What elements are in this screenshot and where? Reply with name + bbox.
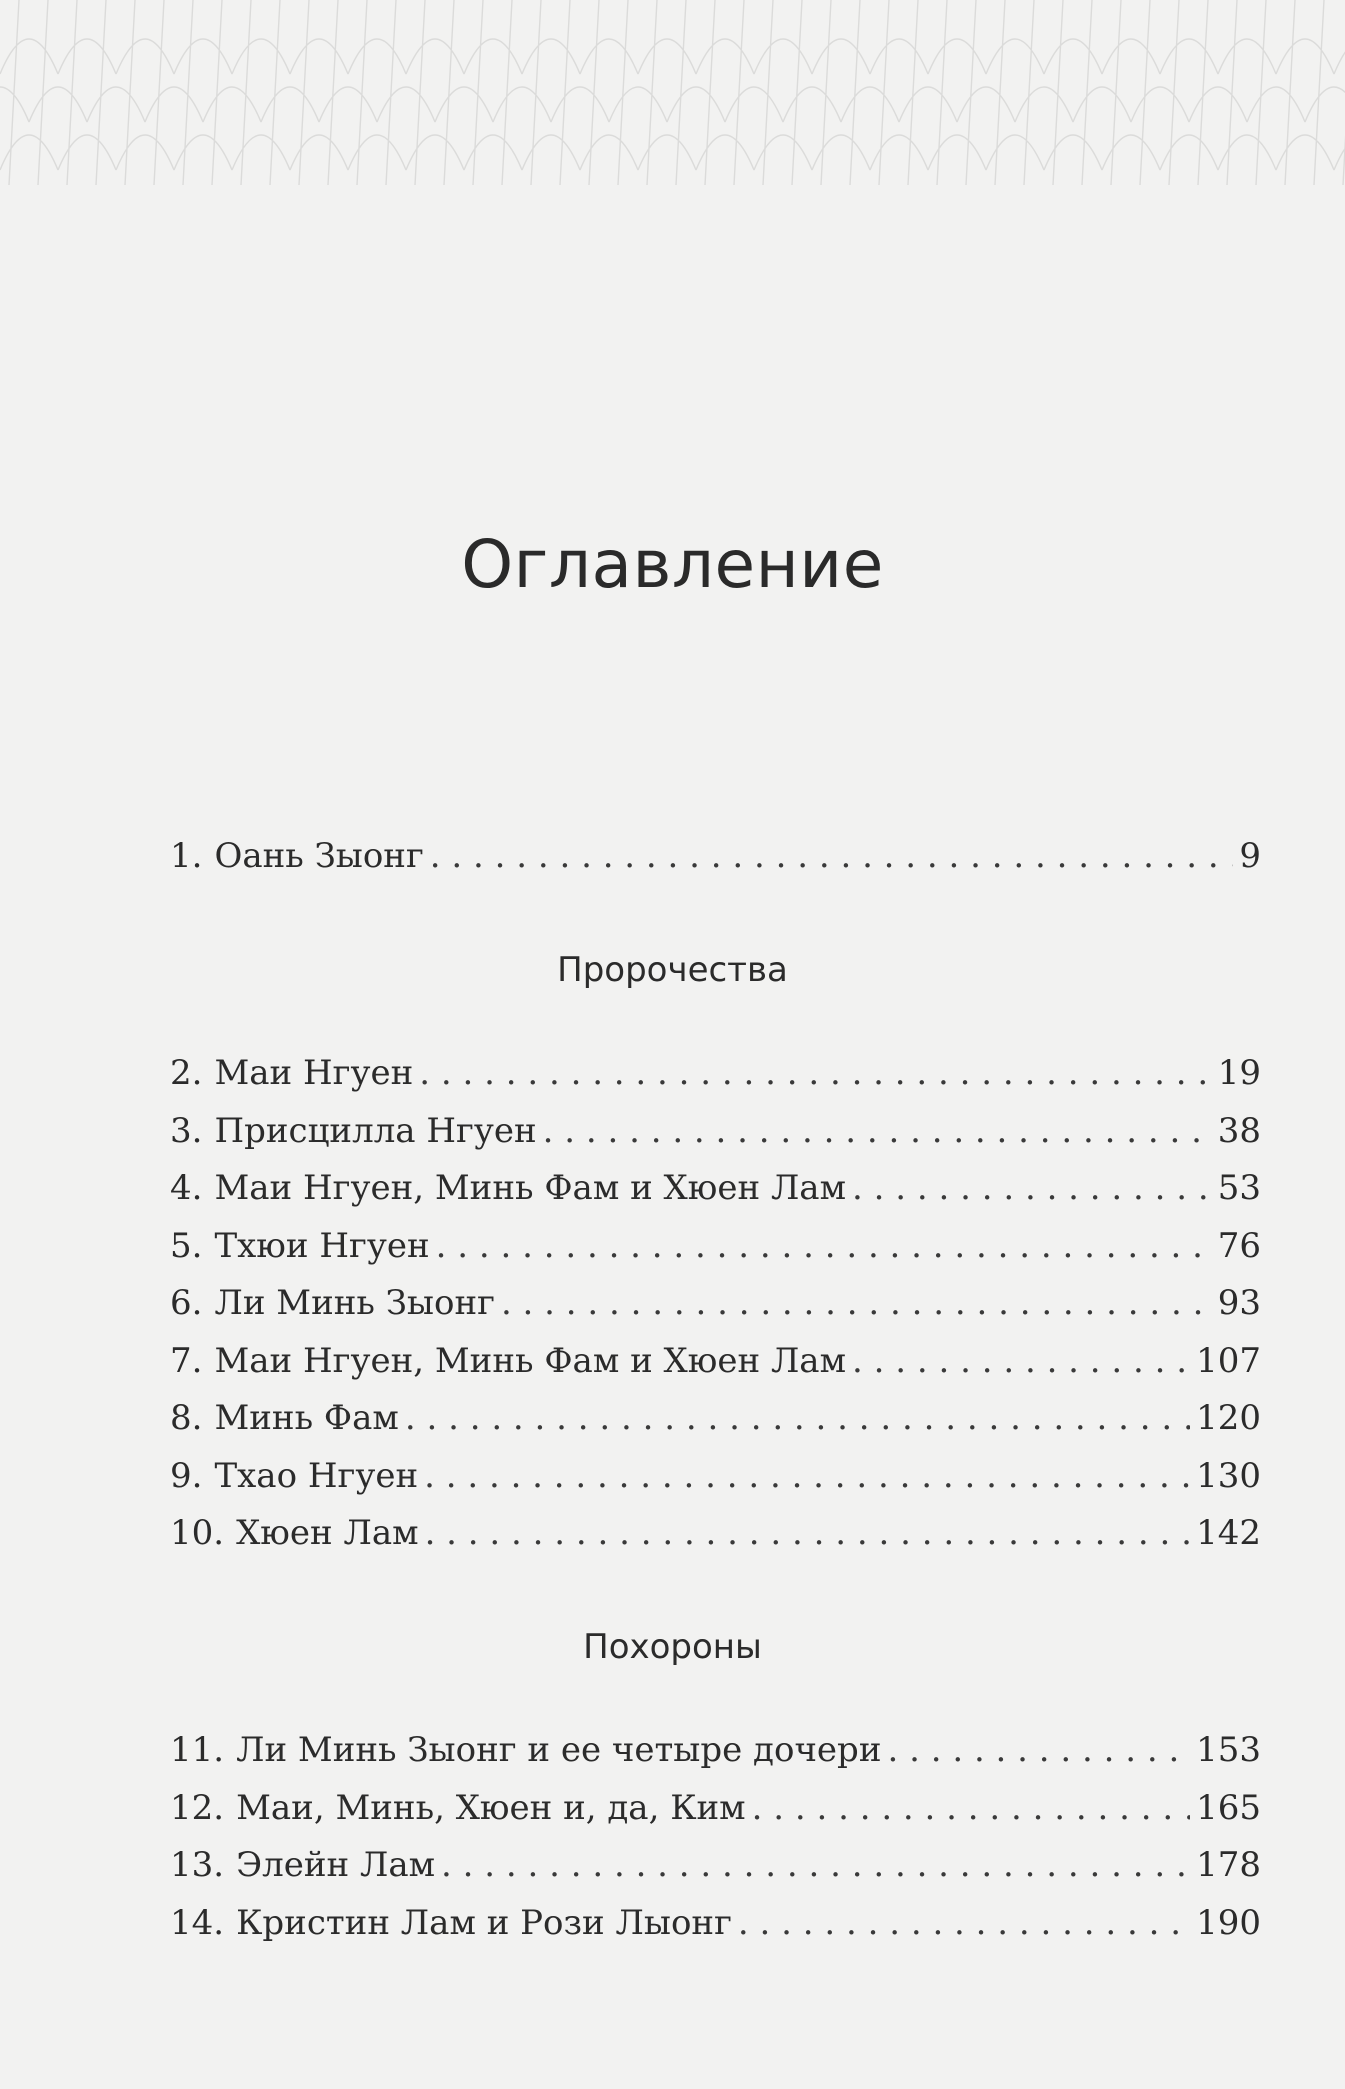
toc-entry-page: 120 <box>1196 1398 1261 1438</box>
toc-entry-number: 6. <box>170 1283 203 1323</box>
decorative-ornament-border <box>0 0 1345 185</box>
dot-leader <box>887 1730 1190 1770</box>
toc-entry-title: Хюен Лам <box>236 1513 419 1553</box>
dot-leader <box>852 1168 1212 1208</box>
toc-entry-14[interactable] <box>170 1903 1261 1943</box>
toc-entry-13[interactable] <box>170 1845 1261 1885</box>
toc-entry-page: 9 <box>1239 836 1261 876</box>
toc-entry-number: 1. <box>170 836 203 876</box>
dot-leader <box>752 1788 1190 1828</box>
toc-entry-page: 130 <box>1196 1456 1261 1496</box>
toc-entry-title: Маи Нгуен, Минь Фам и Хюен Лам <box>214 1168 847 1208</box>
dot-leader <box>501 1283 1212 1323</box>
toc-entry-8[interactable] <box>170 1398 1261 1438</box>
page-title: Оглавление <box>461 526 884 604</box>
toc-entry-number: 8. <box>170 1398 203 1438</box>
toc-entry-12[interactable] <box>170 1788 1261 1828</box>
toc-entry-title: Маи Нгуен <box>214 1053 414 1093</box>
toc-entry-title: Кристин Лам и Рози Лыонг <box>236 1903 732 1943</box>
toc-entry-page: 19 <box>1217 1053 1261 1093</box>
toc-entry-7[interactable] <box>170 1341 1261 1381</box>
dot-leader <box>405 1398 1190 1438</box>
toc-entry-9[interactable] <box>170 1456 1261 1496</box>
toc-entry-number: 5. <box>170 1226 203 1266</box>
toc-entry-title: Маи, Минь, Хюен и, да, Ким <box>236 1788 746 1828</box>
toc-entry-title: Тхюи Нгуен <box>214 1226 430 1266</box>
toc-entry-title: Маи Нгуен, Минь Фам и Хюен Лам <box>214 1341 847 1381</box>
dot-leader <box>419 1053 1211 1093</box>
dot-leader <box>436 1226 1212 1266</box>
toc-entry-number: 12. <box>170 1788 225 1828</box>
toc-entry-4[interactable] <box>170 1168 1261 1208</box>
toc-entry-number: 14. <box>170 1903 225 1943</box>
toc-entry-number: 3. <box>170 1111 203 1151</box>
toc-entry-number: 13. <box>170 1845 225 1885</box>
toc-entry-page: 38 <box>1217 1111 1261 1151</box>
toc-entry-page: 107 <box>1196 1341 1261 1381</box>
dot-leader <box>425 1513 1191 1553</box>
toc-entry-3[interactable] <box>170 1111 1261 1151</box>
toc-entry-page: 153 <box>1196 1730 1261 1770</box>
toc-entry-number: 9. <box>170 1456 203 1496</box>
toc-entry-page: 76 <box>1217 1226 1261 1266</box>
toc-entry-title: Ли Минь Зыонг <box>214 1283 495 1323</box>
toc-entry-number: 10. <box>170 1513 225 1553</box>
toc-entry-title: Присцилла Нгуен <box>214 1111 537 1151</box>
toc-entry-page: 178 <box>1196 1845 1261 1885</box>
toc-entry-page: 93 <box>1217 1283 1261 1323</box>
toc-entry-number: 2. <box>170 1053 203 1093</box>
toc-entry-11[interactable] <box>170 1730 1261 1770</box>
toc-entry-page: 142 <box>1196 1513 1261 1553</box>
toc-entry-10[interactable] <box>170 1513 1261 1553</box>
toc-entry-5[interactable] <box>170 1226 1261 1266</box>
dot-leader <box>852 1341 1190 1381</box>
toc-entry-title: Тхао Нгуен <box>214 1456 419 1496</box>
dot-leader <box>430 836 1234 876</box>
toc-entry-title: Ли Минь Зыонг и ее четыре дочери <box>236 1730 882 1770</box>
toc-entry-page: 53 <box>1217 1168 1261 1208</box>
toc-entry-page: 190 <box>1196 1903 1261 1943</box>
toc-entry-1[interactable] <box>170 836 1261 876</box>
toc-entry-title: Элейн Лам <box>236 1845 436 1885</box>
toc-entry-number: 7. <box>170 1341 203 1381</box>
toc-entry-number: 4. <box>170 1168 203 1208</box>
dot-leader <box>543 1111 1212 1151</box>
section-heading-funeral: Похороны <box>583 1627 762 1667</box>
dot-leader <box>441 1845 1190 1885</box>
dot-leader <box>738 1903 1190 1943</box>
section-heading-prophecies: Пророчества <box>557 950 788 990</box>
toc-entry-6[interactable] <box>170 1283 1261 1323</box>
toc-entry-title: Минь Фам <box>214 1398 399 1438</box>
toc-entry-number: 11. <box>170 1730 225 1770</box>
toc-entry-2[interactable] <box>170 1053 1261 1093</box>
dot-leader <box>424 1456 1190 1496</box>
toc-entry-page: 165 <box>1196 1788 1261 1828</box>
toc-entry-title: Оань Зыонг <box>214 836 424 876</box>
